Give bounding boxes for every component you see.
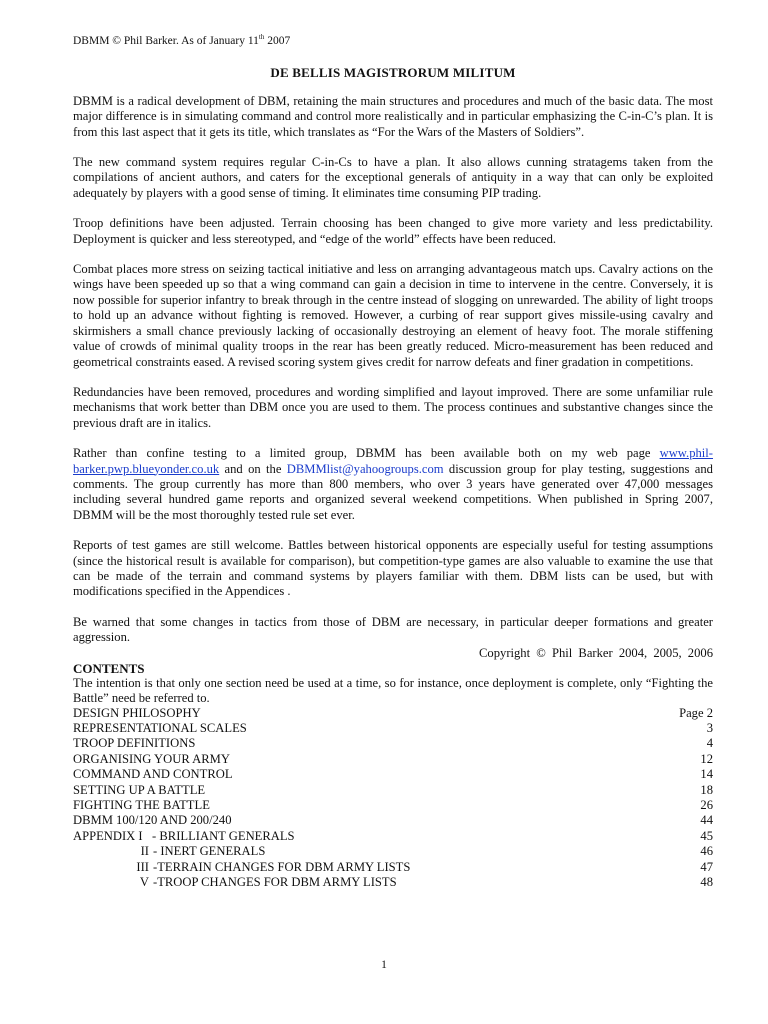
toc-row: FIGHTING THE BATTLE 26	[73, 798, 713, 813]
page-number: 1	[381, 959, 387, 971]
toc-row: APPENDIX I - BRILLIANT GENERALS 45	[73, 828, 713, 843]
toc-row: DBMM 100/120 AND 200/240 44	[73, 813, 713, 828]
toc-row: REPRESENTATIONAL SCALES 3	[73, 721, 713, 736]
paragraph-command-system: The new command system requires regular C-in-Cs to have a plan. It also allows cunning stratagems taken from the compilations of ancient authors, and caters for the exceptional generals of antiquity in a way that can only be exploited adequately by players with a good sense of timing. It eliminates time consuming PIP trading.	[73, 155, 713, 200]
paragraph-combat: Combat places more stress on seizing tactical initiative and less on arranging advantageous match ups. Cavalry actions on the wings have been speeded up so that a wing command can gain a decision in time to intervene in the centre. Conversely, it is now possible for superior infantry to break through in the centre instead of slogging on unrewarded. The ability of light troops to hold up an advance without fighting is removed. However, a curbing of rear support gives missile-using cavalry and skirmishers a small chance previously lacking of occasionally destroying an element of heavy foot. The morale stiffening value of crowds of minimal quality troops in the rear has been greatly reduced. Micro-measurement has been reduced and geometrical constraints eased. A revised scoring system gives credit for narrow defeats and finer gradation in competitions.	[73, 262, 713, 369]
table-of-contents	[73, 706, 713, 891]
toc-row: SETTING UP A BATTLE 18	[73, 782, 713, 797]
contents-heading: CONTENTS	[73, 660, 145, 676]
contents-intro: The intention is that only one section need be used at a time, so for instance, once deployment is complete, only “Fighting the Battle” need be referred to.	[73, 675, 713, 705]
paragraph-testing: Rather than confine testing to a limited group, DBMM has been available both on my web page www.phil-barker.pwp.blueyonder.co.uk and on the DBMMlist@yahoogroups.com discussion group for play testing, suggestions and comments. The group currently has more than 800 members, who over 3 years have generated over 47,000 messages including several hundred game reports and organized several weekend competitions. When published in Spring 2007, DBMM will be the most thoroughly tested rule set ever.	[73, 446, 713, 522]
toc-row: II - INERT GENERALS 46	[140, 844, 713, 859]
paragraph-redundancies: Redundancies have been removed, procedures and wording simplified and layout improved. There are some unfamiliar rule mechanisms that work better than DBM once you are used to them. The process continues and substantive changes since the previous draft are in italics.	[73, 384, 713, 430]
paragraph-test-reports: Reports of test games are still welcome. Battles between historical opponents are especially useful for testing assumptions (since the historical result is available for comparison), but competition-type games are also valuable to examine the use that can be made of the terrain and command systems by players familiar with them. DBM lists can be used, but with modifications specified in the Appendices .	[73, 538, 713, 599]
document-page	[73, 33, 713, 890]
paragraph-warning: Be warned that some changes in tactics from those of DBM are necessary, in particular deeper formations and greater aggression.	[73, 614, 713, 645]
document-title: DE BELLIS MAGISTRORUM MILITUM	[270, 64, 516, 80]
toc-row: DESIGN PHILOSOPHY Page 2	[73, 705, 713, 720]
toc-row: COMMAND AND CONTROL 14	[73, 767, 713, 782]
paragraph-intro: DBMM is a radical development of DBM, retaining the main structures and procedures and much of the basic data. The most major difference is in simulating command and control more realistically and in particular emphasizing the C-in-C’s plan. It is from this last aspect that it gets its title, which translates as “For the Wars of the Masters of Soldiers”.	[73, 93, 713, 139]
email-address[interactable]: DBMMlist@yahoogroups.com	[286, 461, 444, 476]
web-page-link[interactable]: www.phil-barker.pwp.blueyonder.co.uk	[73, 446, 713, 476]
toc-row: TROOP DEFINITIONS 4	[73, 736, 713, 751]
toc-row: ORGANISING YOUR ARMY 12	[73, 751, 713, 766]
toc-row: V -TROOP CHANGES FOR DBM ARMY LISTS 48	[139, 875, 713, 890]
copyright-line: Copyright © Phil Barker 2004, 2005, 2006	[479, 645, 713, 660]
toc-row: III -TERRAIN CHANGES FOR DBM ARMY LISTS 47	[136, 859, 713, 874]
page-header: DBMM © Phil Barker. As of January 11th 2007	[73, 33, 291, 47]
paragraph-troop-definitions: Troop definitions have been adjusted. Terrain choosing has been changed to give more variety and less predictability. Deployment is quicker and less stereotyped, and “edge of the world” effects have been reduced.	[73, 216, 713, 246]
